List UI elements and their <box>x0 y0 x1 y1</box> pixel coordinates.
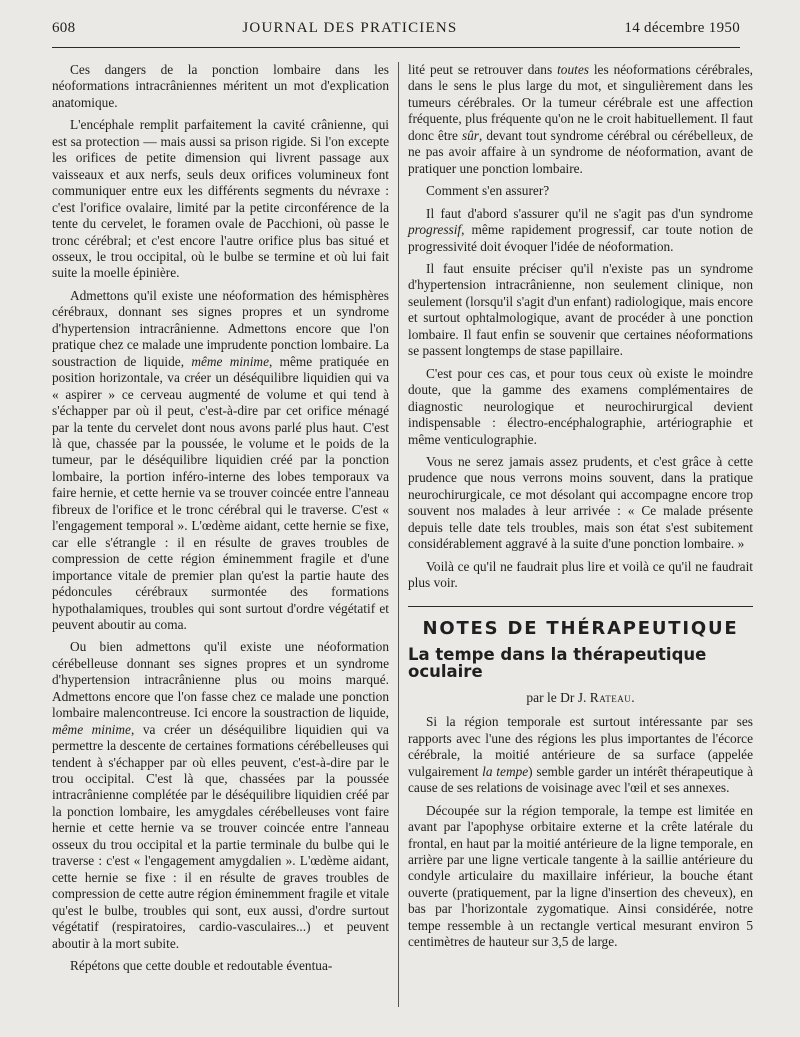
journal-title: JOURNAL DES PRATICIENS <box>242 20 458 36</box>
section-title: NOTES DE THÉRAPEUTIQUE <box>422 617 739 639</box>
paragraph: Il faut d'abord s'assurer qu'il ne s'agit pas d'un syndrome progressif, même rapidement progressif, car toute notion de progressivité doit évoquer l'idée de néoformation. <box>408 205 753 254</box>
emphasis-text: sûr <box>461 127 479 143</box>
paragraph: L'encéphale remplit parfaitement la cavité crânienne, qui est sa protection — mais aussi sa prison rigide. Si l'on excepte les orifices de petite dimension qui livrent passage aux vaisseaux et aux nerfs, seuls deux orifices volumineux font communiquer entre eux les différents segments du névraxe : c'est l'orifice ovalaire, limité par la petite circonférence de la tente du cervelet, le foramen ovale de Pacchioni, où passe le tronc cérébral; et c'est encore l'autre orifice plus bas situé et osseux, le trou occipital, où le bulbe se termine et où lui fait suite la moelle épinière. <box>52 117 389 281</box>
byline-suffix: . <box>631 689 635 705</box>
article-title: La tempe dans la thérapeutique oculaire <box>408 645 707 681</box>
paragraph: Comment s'en assurer? <box>426 183 550 199</box>
emphasis-text: progressif <box>408 222 462 238</box>
emphasis-text: même minime <box>191 353 269 369</box>
paragraph: Ou bien admettons qu'il existe une néoformation cérébelleuse donnant ses signes propres et un syndrome d'hypertension intracrânienne plus ou moins marqué. Admettons encore que l'on fasse chez ce malade une ponction lombaire malencontreuse. Ici encore la soustraction de liquide, même minime, va créer un déséquilibre liquidien qui va permettre la descente de certaines formations cérébelleuses qui tendent à s'échapper par où elles peuvent, c'est-à-dire par le trou occipital. C'est là que, chassées par la poussée intracrânienne complétée par le déséquilibre liquidien créé par la ponction lombaire, les amygdales cérébelleuses vont faire hernie et cette hernie va se trouver coincée entre l'anneau osseux du trou occipital et la partie terminale du bulbe qui le traverse : c'est « l'engagement amygdalien ». L'œdème aidant, cette hernie se fixe : il en résulte de graves troubles de compression de cette autre région éminemment fragile et vitale qu'est le bulbe, troubles qui sont, eux aussi, d'ordre surtout végétatif (respiratoires, cardio-vasculaires...) et peuvent aboutir à la mort subite. <box>52 639 389 951</box>
paragraph: Si la région temporale est surtout intéressante par ses rapports avec l'une des régions les plus importantes de l'écorce cérébrale, la moitié antérieure de sa surface (appelée vulgairement la tempe) semble garder un intérêt thérapeutique à cause de ses relations de voisinage avec l'œil et ses annexes. <box>408 714 753 796</box>
issue-date: 14 décembre 1950 <box>624 20 740 36</box>
left-column <box>52 62 389 980</box>
page-number: 608 <box>52 20 76 36</box>
paragraph: Découpée sur la région temporale, la tempe est limitée en avant par l'apophyse orbitaire externe et la crête latérale du frontal, en haut par la moitié antérieure de la ligne temporale, en arrière par une ligne verticale tangente à la saillie antérieure du condyle articulaire du maxillaire inférieur, la bouche étant ouverte (pratiquement, par la ligne d'insertion des cheveux), en bas par l'horizontale zygomatique. Ainsi considérée, notre tempe ressemble à un rectangle vertical mesurant environ 5 centimètres de hauteur sur 3,5 de large. <box>408 802 753 950</box>
article-byline <box>408 690 753 706</box>
article-body <box>408 714 753 950</box>
page-header <box>52 20 740 46</box>
byline-author: Rateau <box>589 689 632 705</box>
paragraph: C'est pour ces cas, et pour tous ceux où existe le moindre doute, que la gamme des examens complémentaires de diagnostic neurologique et neurochirurgical devient indispensable : électro-encéphalographie, artériographie et même venticulographie. <box>408 365 753 447</box>
paragraph: Voilà ce qu'il ne faudrait plus lire et voilà ce qu'il ne faudrait plus voir. <box>408 558 753 591</box>
right-column <box>408 62 753 957</box>
column-divider <box>398 62 399 1007</box>
paragraph: Il faut ensuite préciser qu'il n'existe pas un syndrome d'hypertension intracrânienne, non seulement clinique, non seulement (lorsqu'il s'agit d'un enfant) radiologique, mais encore et surtout ophtalmologique, avant de procéder à une ponction lombaire. Il faut enfin se souvenir que certaines néoformations se passent longtemps de stase papillaire. <box>408 260 753 359</box>
paragraph: lité peut se retrouver dans toutes les néoformations cérébrales, dans le sens le plus large du mot, et singulièrement dans les tumeurs cérébrales. Or la tumeur cérébrale est une affection fréquente, plus fréquente qu'on ne le croit habituellement. Il faut donc être sûr, devant tout syndrome cérébral ou cérébelleux, de ne pas avoir affaire à un syndrome de néoformation, avant de pratiquer une ponction lombaire. <box>408 62 753 176</box>
emphasis-text: même minime <box>52 721 131 737</box>
byline-prefix: par le Dr J. <box>526 689 590 705</box>
paragraph: Répétons que cette double et redoutable éventua- <box>70 958 333 974</box>
emphasis-text: la tempe <box>482 763 529 779</box>
paragraph: Ces dangers de la ponction lombaire dans les néoformations intracrâniennes méritent un mot d'explication anatomique. <box>52 62 389 110</box>
emphasis-text: toutes <box>557 62 589 77</box>
paragraph: Vous ne serez jamais assez prudents, et c'est grâce à cette prudence que nous verrons moins souvent, dans la pratique neurochirurgicale, ce mot désolant qui accompagne encore trop souvent nos malades à leur arrivée : « Ce malade présente depuis telle date tels troubles, mais son état s'est subitement considérablement aggravé à la suite d'une ponction lombaire. » <box>408 453 753 552</box>
header-rule <box>52 47 740 48</box>
section-rule <box>408 606 753 607</box>
right-column-body <box>408 62 753 592</box>
paragraph: Admettons qu'il existe une néoformation des hémisphères cérébraux, donnant ses signes propres et un syndrome d'hypertension intracrânienne. Admettons encore que l'on pratique chez ce malade une imprudente ponction lombaire. La soustraction de liquide, même minime, même pratiquée en position horizontale, va créer un déséquilibre liquidien qui va « aspirer » ce cerveau augmenté de volume et qui tend à s'échapper par où il peut, c'est-à-dire par cet orifice ménagé par la tente du cervelet dont nous avons parlé plus haut. C'est là que, chassée par la poussée, le volume et le poids de la tumeur, par le déséquilibre liquidien créé par la ponction lombaire, la portion inféro-interne des lobes temporaux va faire hernie, et cette hernie va se trouver coincée entre l'anneau fibreux de l'orifice et le tronc cérébral qui le traverse. C'est « l'engagement temporal ». L'œdème aidant, cette hernie se fixe, car elle s'étrangle : il en résulte de graves troubles de compression de cette région éminemment fragile et d'une importance vitale de premier plan qu'est la partie haute des pédoncules cérébraux surmontée des formations hypothalamiques, troubles qui sont surtout d'ordre végétatif et peuvent aboutir au coma. <box>52 287 390 632</box>
